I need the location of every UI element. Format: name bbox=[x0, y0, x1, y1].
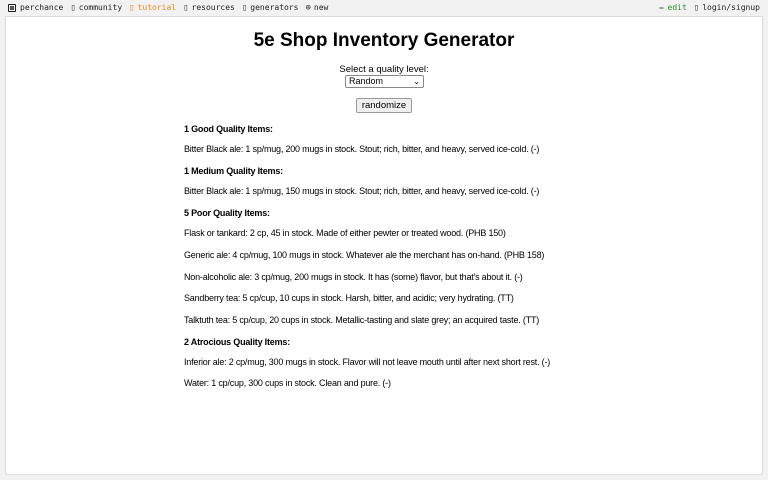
list-item: Bitter Black ale: 1 sp/mug, 200 mugs in stock. Stout; rich, bitter, and heavy, served ice-cold. (-) bbox=[184, 144, 540, 154]
grid-icon: ▯ bbox=[241, 3, 248, 13]
brand-label: perchance bbox=[20, 3, 64, 12]
quality-select-label: Select a quality level: bbox=[339, 64, 429, 75]
list-item: Sandberry tea: 5 cp/cup, 10 cups in stock. Harsh, bitter, and acidic; very hydrating. (TT) bbox=[184, 293, 514, 303]
nav-new[interactable] bbox=[305, 0, 328, 16]
nav-new-label: new bbox=[313, 3, 329, 12]
quality-select-value: Random bbox=[349, 76, 384, 86]
pencil-icon: ✏ bbox=[659, 3, 665, 13]
top-nav-bar bbox=[0, 0, 768, 16]
nav-resources[interactable] bbox=[183, 0, 235, 16]
edit-label: edit bbox=[667, 3, 687, 12]
chat-icon: ▯ bbox=[70, 3, 76, 13]
list-item: Water: 1 cp/cup, 300 cups in stock. Clean and pure. (-) bbox=[184, 378, 391, 388]
list-item: Generic ale: 4 cp/mug, 100 mugs in stock. Whatever ale the merchant has on-hand. (PHB 158) bbox=[184, 250, 545, 260]
nav-generators[interactable] bbox=[242, 0, 299, 16]
edit-link[interactable] bbox=[659, 0, 687, 16]
list-item: Non-alcoholic ale: 3 cp/mug, 200 mugs in stock. It has (some) flavor, but that's about it. (-) bbox=[184, 272, 523, 282]
book-icon: ▯ bbox=[129, 3, 135, 13]
inventory-results bbox=[184, 123, 588, 389]
user-icon: ▯ bbox=[693, 3, 700, 13]
login-link[interactable] bbox=[694, 0, 760, 16]
nav-community-label: community bbox=[78, 3, 123, 12]
brand-link[interactable] bbox=[8, 0, 63, 16]
atrocious-quality-heading: 2 Atrocious Quality Items: bbox=[184, 337, 290, 347]
list-item: Flask or tankard: 2 cp, 45 in stock. Made of either pewter or treated wood. (PHB 150) bbox=[184, 228, 506, 238]
nav-resources-label: resources bbox=[191, 3, 235, 12]
poor-quality-heading: 5 Poor Quality Items: bbox=[184, 208, 270, 218]
quality-level-select[interactable] bbox=[345, 75, 424, 88]
chevron-down-icon: ⌄ bbox=[413, 77, 420, 86]
randomize-button[interactable]: randomize bbox=[356, 98, 412, 113]
nav-community[interactable] bbox=[70, 0, 122, 16]
dice-logo-icon bbox=[8, 4, 16, 12]
list-item: Talktuth tea: 5 cp/cup, 20 cups in stock. Metallic-tasting and slate grey; an acquired taste. (TT) bbox=[184, 315, 540, 325]
list-icon: ▯ bbox=[183, 3, 189, 13]
nav-tutorial-label: tutorial bbox=[137, 3, 177, 12]
nav-generators-label: generators bbox=[250, 3, 299, 12]
page-title: 5e Shop Inventory Generator bbox=[253, 30, 515, 51]
list-item: Inferior ale: 2 cp/mug, 300 mugs in stock. Flavor will not leave mouth until after next short rest. (-) bbox=[184, 357, 551, 367]
list-item: Bitter Black ale: 1 sp/mug, 150 mugs in stock. Stout; rich, bitter, and heavy, served ice-cold. (-) bbox=[184, 186, 540, 196]
good-quality-heading: 1 Good Quality Items: bbox=[184, 124, 273, 134]
medium-quality-heading: 1 Medium Quality Items: bbox=[184, 166, 283, 176]
login-label: login/signup bbox=[702, 3, 760, 12]
plus-circle-icon: ⊕ bbox=[305, 3, 311, 13]
nav-tutorial[interactable] bbox=[129, 0, 176, 16]
